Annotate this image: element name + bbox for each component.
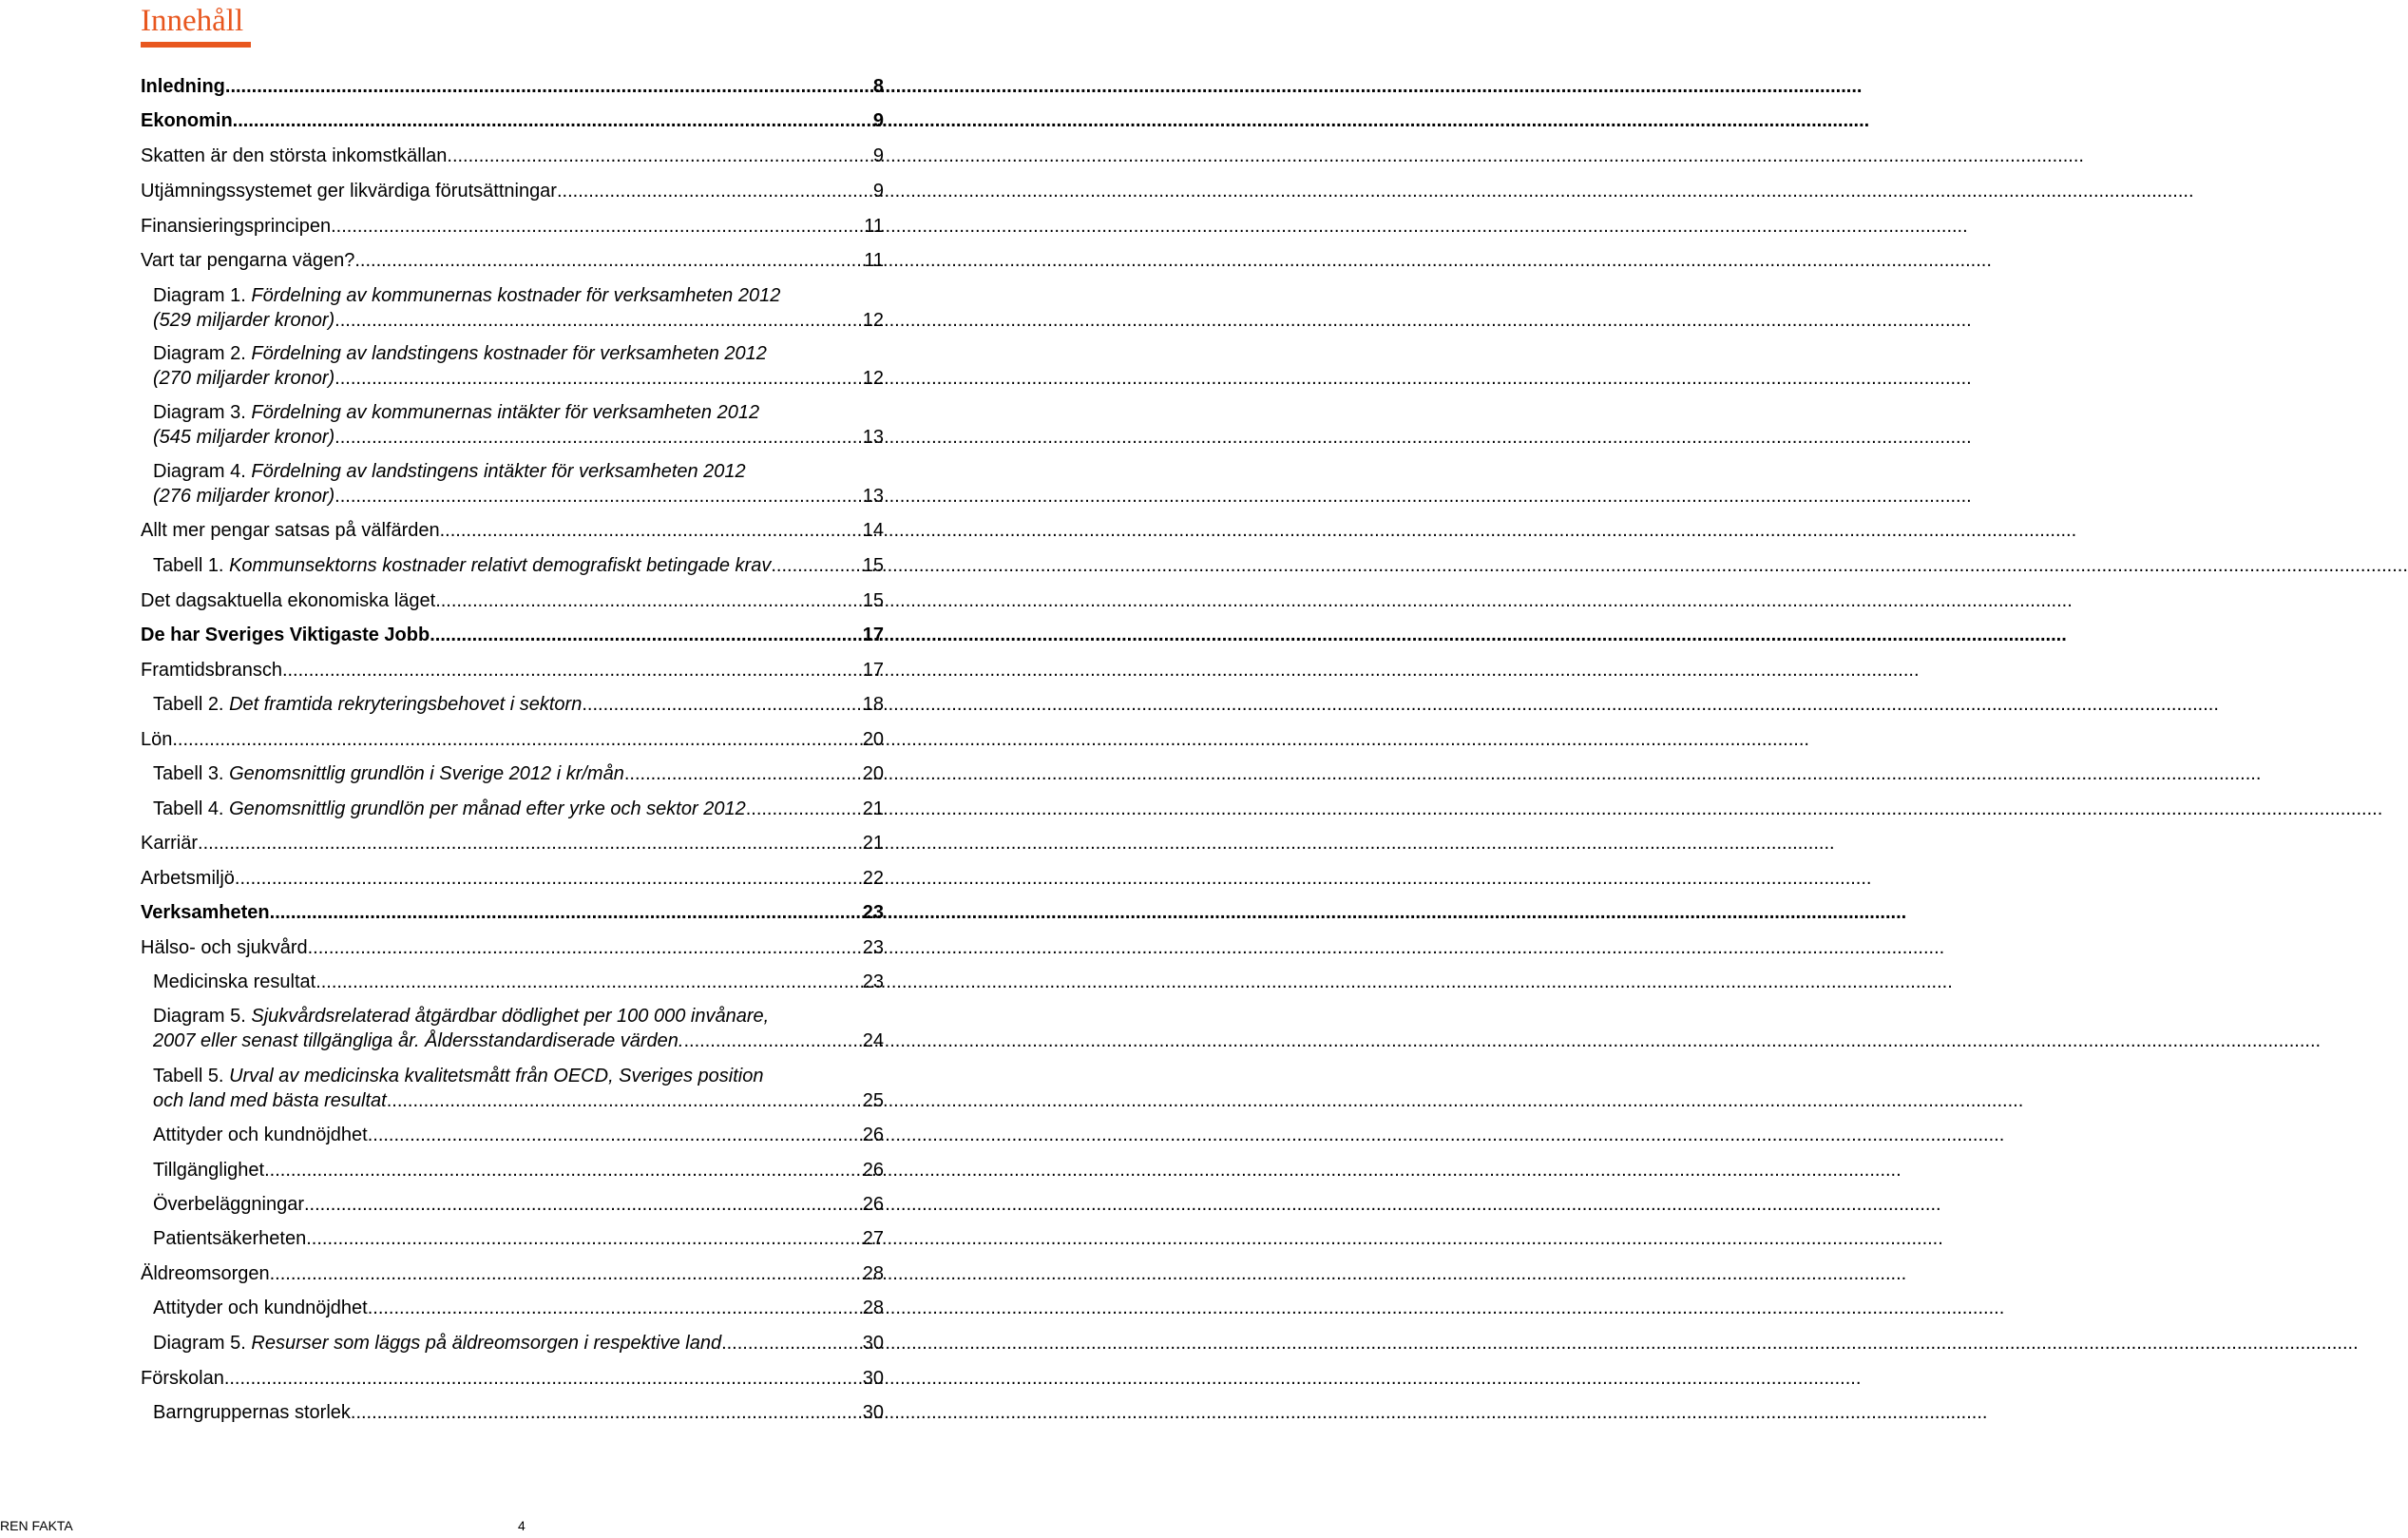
toc-entry-caption-continued: (545 miljarder kronor)	[153, 427, 335, 448]
dot-leader	[331, 214, 864, 239]
toc-entry-caption-continued: (529 miljarder kronor)	[153, 310, 335, 331]
dot-leader	[368, 1123, 863, 1147]
toc-page-number: 22	[862, 868, 884, 889]
toc-entry[interactable]	[153, 1400, 884, 1425]
dot-leader	[387, 1088, 863, 1113]
toc-entry[interactable]	[141, 1366, 884, 1391]
toc-page-number: 12	[862, 368, 884, 389]
dot-leader	[351, 1400, 863, 1425]
dot-leader	[334, 484, 863, 509]
toc-entry-prefix: Diagram 1.	[153, 285, 252, 306]
toc-entry-prefix: Tabell 2.	[153, 694, 230, 715]
toc-page-number: 27	[862, 1228, 884, 1249]
toc-entry[interactable]	[153, 1192, 884, 1217]
toc-entry-caption-continued: (276 miljarder kronor)	[153, 486, 335, 507]
dot-leader	[334, 366, 863, 391]
toc-entry-caption: Det framtida rekryteringsbehovet i sektorn	[229, 694, 583, 715]
toc-entry-prefix: Allt mer pengar satsas på välfärden	[141, 520, 440, 541]
dot-leader	[447, 144, 872, 168]
toc-entry[interactable]	[141, 658, 884, 682]
toc-page-number: 21	[862, 798, 884, 819]
dot-leader	[557, 179, 873, 203]
toc-page-number: 20	[862, 763, 884, 784]
toc-entry[interactable]	[153, 459, 884, 509]
toc-entry[interactable]	[153, 761, 884, 786]
toc-entry-prefix: Utjämningssystemet ger likvärdiga förutsättningar	[141, 181, 557, 202]
toc-entry[interactable]	[141, 518, 884, 543]
toc-page-number: 23	[862, 937, 884, 958]
dot-leader	[308, 935, 863, 960]
footer-page-number: 4	[518, 1518, 526, 1533]
toc-entry[interactable]	[153, 283, 884, 333]
toc-page-number: 13	[862, 486, 884, 507]
toc-page-number: 9	[872, 110, 884, 131]
toc-entry-prefix: Tabell 4.	[153, 798, 230, 819]
dot-leader	[746, 797, 863, 821]
dot-leader	[430, 623, 863, 647]
toc-entry[interactable]	[141, 74, 884, 99]
dot-leader	[233, 108, 873, 133]
toc-page-number: 17	[862, 660, 884, 681]
toc-page-number: 30	[862, 1368, 884, 1389]
toc-entry-prefix: Attityder och kundnöjdhet	[153, 1125, 368, 1145]
toc-page-number: 9	[872, 181, 884, 202]
toc-entry[interactable]	[141, 831, 884, 856]
toc-entry-prefix: Förskolan	[141, 1368, 224, 1389]
toc-page-number: 11	[864, 250, 884, 271]
dot-leader	[435, 588, 863, 613]
dot-leader	[354, 248, 864, 273]
dot-leader	[771, 553, 862, 578]
toc-entry-prefix: Vart tar pengarna vägen?	[141, 250, 355, 271]
toc-entry[interactable]	[141, 935, 884, 960]
toc-entry[interactable]	[141, 727, 884, 752]
toc-page-number: 8	[872, 76, 884, 97]
toc-entry-prefix: Karriär	[141, 833, 199, 854]
toc-entry-prefix: Medicinska resultat	[153, 971, 316, 992]
toc-entry-caption: Fördelning av landstingens kostnader för verksamheten 2012	[251, 343, 767, 364]
dot-leader	[282, 658, 863, 682]
toc-page-number: 23	[862, 902, 884, 923]
toc-page-number: 28	[862, 1263, 884, 1284]
dot-leader	[582, 692, 862, 717]
toc-entry[interactable]	[141, 108, 884, 133]
toc-entry-caption: Genomsnittlig grundlön per månad efter yrke och sektor 2012	[229, 798, 746, 819]
toc-entry-prefix: Framtidsbransch	[141, 660, 282, 681]
toc-entry-prefix: Ekonomin	[141, 110, 233, 131]
toc-page-number: 26	[862, 1125, 884, 1145]
toc-entry-prefix: Tabell 1.	[153, 555, 230, 576]
toc-page-number: 28	[862, 1298, 884, 1318]
toc-entry-prefix: Tabell 3.	[153, 763, 230, 784]
toc-entry[interactable]	[153, 1158, 884, 1182]
toc-entry[interactable]	[153, 692, 884, 717]
toc-entry[interactable]	[153, 1226, 884, 1251]
toc-page-number: 12	[862, 310, 884, 331]
toc-entry-prefix: Överbeläggningar	[153, 1194, 304, 1215]
title-underline	[141, 42, 251, 48]
toc-entry-caption: Genomsnittlig grundlön i Sverige 2012 i kr/mån	[229, 763, 624, 784]
toc-entry-prefix: Diagram 3.	[153, 402, 252, 423]
toc-entry[interactable]	[141, 623, 884, 647]
toc-page-number: 30	[862, 1402, 884, 1423]
dot-leader	[440, 518, 863, 543]
toc-entry[interactable]	[153, 1296, 884, 1320]
dot-leader	[334, 425, 863, 450]
toc-entry-prefix: De har Sveriges Viktigaste Jobb	[141, 625, 430, 645]
toc-page-number: 18	[862, 694, 884, 715]
toc-page-number: 26	[862, 1160, 884, 1181]
toc-page-number: 23	[862, 971, 884, 992]
toc-page-number: 20	[862, 729, 884, 750]
toc-entry[interactable]	[153, 1004, 884, 1053]
toc-entry-caption: Fördelning av landstingens intäkter för verksamheten 2012	[251, 461, 746, 482]
toc-entry-prefix: Äldreomsorgen	[141, 1263, 270, 1284]
dot-leader	[304, 1192, 863, 1217]
dot-leader	[721, 1331, 863, 1355]
toc-entry[interactable]	[141, 144, 884, 168]
toc-entry-caption-continued: (270 miljarder kronor)	[153, 368, 335, 389]
toc-entry[interactable]	[141, 900, 884, 925]
toc-entry[interactable]	[153, 1331, 884, 1355]
toc-page-number: 13	[862, 427, 884, 448]
dot-leader	[368, 1296, 863, 1320]
dot-leader	[225, 74, 873, 99]
toc-entry-prefix: Tabell 5.	[153, 1066, 230, 1086]
toc-page-number: 21	[862, 833, 884, 854]
toc-entry-prefix: Diagram 4.	[153, 461, 252, 482]
toc-entry-prefix: Hälso- och sjukvård	[141, 937, 308, 958]
toc-page-number: 9	[872, 145, 884, 166]
toc-entry-caption: Fördelning av kommunernas kostnader för verksamheten 2012	[251, 285, 781, 306]
toc-entry-caption: Kommunsektorns kostnader relativt demografiskt betingade krav	[229, 555, 772, 576]
dot-leader	[306, 1226, 863, 1251]
dot-leader	[334, 308, 863, 333]
dot-leader	[264, 1158, 863, 1182]
toc-entry-caption: Resurser som läggs på äldreomsorgen i respektive land	[251, 1333, 722, 1354]
dot-leader	[224, 1366, 863, 1391]
toc-entry-prefix: Barngruppernas storlek	[153, 1402, 351, 1423]
toc-page-number: 14	[862, 520, 884, 541]
toc-page-number: 26	[862, 1194, 884, 1215]
toc-entry[interactable]	[141, 248, 884, 273]
toc-entry[interactable]	[141, 588, 884, 613]
toc-entry-prefix: Diagram 5.	[153, 1006, 252, 1027]
toc-page-number: 15	[862, 555, 884, 576]
page-title: Innehåll	[141, 4, 244, 38]
toc-entry-prefix: Diagram 2.	[153, 343, 252, 364]
dot-leader	[270, 1261, 863, 1286]
toc-page-number: 30	[862, 1333, 884, 1354]
toc-entry-prefix: Attityder och kundnöjdhet	[153, 1298, 368, 1318]
toc-page-number: 11	[864, 216, 884, 237]
toc-entry[interactable]	[141, 179, 884, 203]
toc-entry-prefix: Det dagsaktuella ekonomiska läget	[141, 590, 436, 611]
toc-entry-prefix: Lön	[141, 729, 173, 750]
toc-entry-prefix: Arbetsmiljö	[141, 868, 235, 889]
toc-entry[interactable]	[153, 970, 884, 994]
toc-entry[interactable]	[153, 400, 884, 450]
toc-page-number: 24	[862, 1030, 884, 1051]
toc-entry-caption-continued: och land med bästa resultat	[153, 1090, 387, 1111]
dot-leader	[235, 866, 863, 891]
toc-page-number: 17	[862, 625, 884, 645]
toc-entry[interactable]	[141, 214, 884, 239]
toc-entry-prefix: Inledning	[141, 76, 225, 97]
toc-entry-caption: Urval av medicinska kvalitetsmått från OECD, Sveriges position	[229, 1066, 764, 1086]
toc-entry[interactable]	[153, 797, 884, 821]
toc-entry-prefix: Finansieringsprincipen	[141, 216, 332, 237]
toc-entry-prefix: Patientsäkerheten	[153, 1228, 307, 1249]
dot-leader	[198, 831, 863, 856]
toc-entry-caption-continued: 2007 eller senast tillgängliga år. Åldersstandardiserade värden.	[153, 1030, 684, 1051]
toc-entry-prefix: Verksamheten	[141, 902, 270, 923]
dot-leader	[624, 761, 863, 786]
dot-leader	[172, 727, 862, 752]
toc-page-number: 25	[862, 1090, 884, 1111]
dot-leader	[270, 900, 863, 925]
toc-entry-prefix: Tillgänglighet	[153, 1160, 265, 1181]
dot-leader	[684, 1029, 863, 1053]
toc-entry[interactable]	[153, 553, 884, 578]
toc-entry-prefix: Skatten är den största inkomstkällan	[141, 145, 448, 166]
toc-page-number: 15	[862, 590, 884, 611]
footer-label: REN FAKTA	[0, 1518, 73, 1533]
toc-entry-prefix: Diagram 5.	[153, 1333, 252, 1354]
toc-entry[interactable]	[141, 866, 884, 891]
dot-leader	[315, 970, 863, 994]
toc-entry[interactable]	[153, 341, 884, 391]
toc-entry[interactable]	[141, 1261, 884, 1286]
toc-entry[interactable]	[153, 1123, 884, 1147]
toc-entry-caption: Sjukvårdsrelaterad åtgärdbar dödlighet per 100 000 invånare,	[251, 1006, 770, 1027]
toc-entry-caption: Fördelning av kommunernas intäkter för verksamheten 2012	[251, 402, 760, 423]
toc-entry[interactable]	[153, 1064, 884, 1113]
